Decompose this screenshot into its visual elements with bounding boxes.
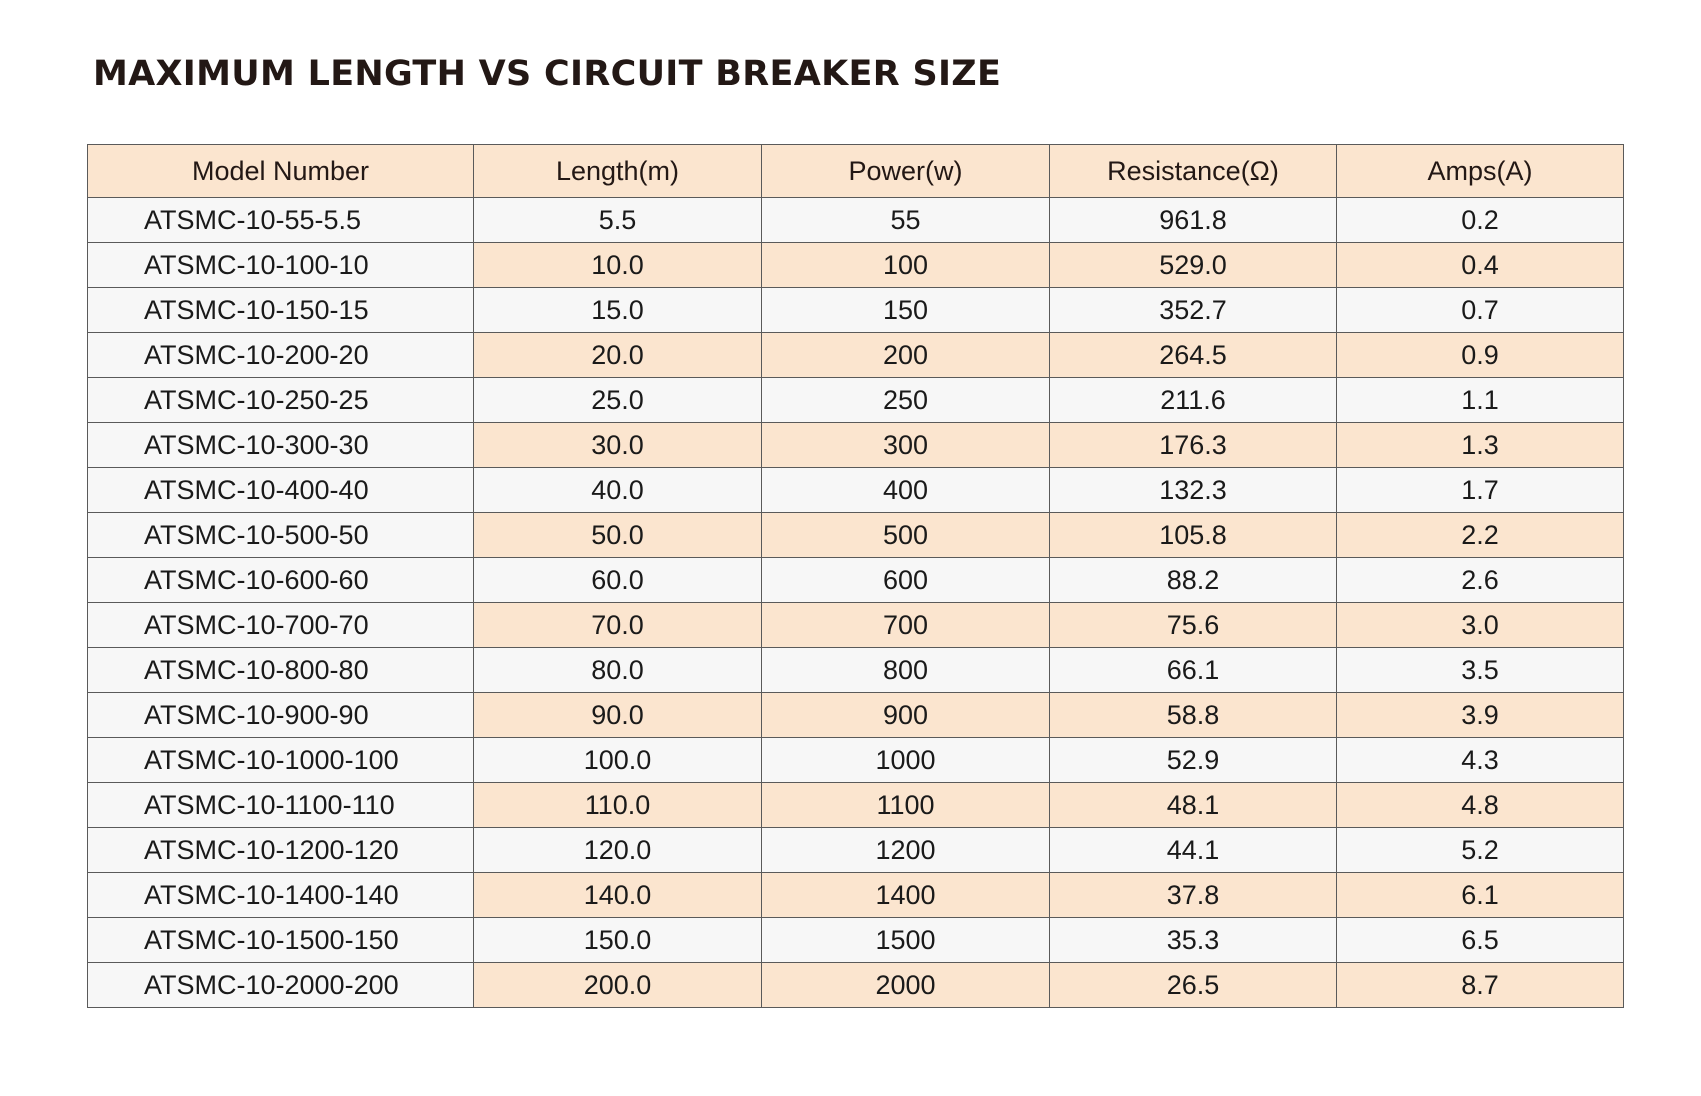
specification-table <box>87 144 1624 1008</box>
length-cell: 80.0 <box>474 648 762 693</box>
column-header-length: Length(m) <box>474 145 762 198</box>
power-cell: 700 <box>762 603 1050 648</box>
power-cell: 500 <box>762 513 1050 558</box>
column-header-resistance: Resistance(Ω) <box>1050 145 1337 198</box>
amps-cell: 3.9 <box>1337 693 1624 738</box>
resistance-cell: 26.5 <box>1050 963 1337 1008</box>
power-cell: 800 <box>762 648 1050 693</box>
table-row <box>88 333 1624 378</box>
resistance-cell: 52.9 <box>1050 738 1337 783</box>
power-cell: 100 <box>762 243 1050 288</box>
power-cell: 1400 <box>762 873 1050 918</box>
power-cell: 900 <box>762 693 1050 738</box>
length-cell: 200.0 <box>474 963 762 1008</box>
amps-cell: 0.2 <box>1337 198 1624 243</box>
amps-cell: 6.5 <box>1337 918 1624 963</box>
length-cell: 90.0 <box>474 693 762 738</box>
amps-cell: 1.1 <box>1337 378 1624 423</box>
table-row <box>88 243 1624 288</box>
length-cell: 100.0 <box>474 738 762 783</box>
amps-cell: 3.0 <box>1337 603 1624 648</box>
amps-cell: 0.7 <box>1337 288 1624 333</box>
resistance-cell: 961.8 <box>1050 198 1337 243</box>
table-row <box>88 513 1624 558</box>
table-row <box>88 783 1624 828</box>
amps-cell: 6.1 <box>1337 873 1624 918</box>
table-row <box>88 648 1624 693</box>
amps-cell: 5.2 <box>1337 828 1624 873</box>
model-number-cell: ATSMC-10-800-80 <box>88 648 474 693</box>
resistance-cell: 529.0 <box>1050 243 1337 288</box>
table-header-row <box>88 145 1624 198</box>
table-row <box>88 198 1624 243</box>
model-number-cell: ATSMC-10-300-30 <box>88 423 474 468</box>
table-row <box>88 918 1624 963</box>
power-cell: 600 <box>762 558 1050 603</box>
resistance-cell: 352.7 <box>1050 288 1337 333</box>
resistance-cell: 37.8 <box>1050 873 1337 918</box>
resistance-cell: 88.2 <box>1050 558 1337 603</box>
resistance-cell: 58.8 <box>1050 693 1337 738</box>
table-row <box>88 693 1624 738</box>
length-cell: 10.0 <box>474 243 762 288</box>
model-number-cell: ATSMC-10-150-15 <box>88 288 474 333</box>
model-number-cell: ATSMC-10-400-40 <box>88 468 474 513</box>
power-cell: 1200 <box>762 828 1050 873</box>
power-cell: 300 <box>762 423 1050 468</box>
table-row <box>88 873 1624 918</box>
amps-cell: 2.6 <box>1337 558 1624 603</box>
power-cell: 250 <box>762 378 1050 423</box>
power-cell: 400 <box>762 468 1050 513</box>
amps-cell: 4.8 <box>1337 783 1624 828</box>
amps-cell: 0.4 <box>1337 243 1624 288</box>
amps-cell: 3.5 <box>1337 648 1624 693</box>
model-number-cell: ATSMC-10-100-10 <box>88 243 474 288</box>
power-cell: 55 <box>762 198 1050 243</box>
table-row <box>88 378 1624 423</box>
table-row <box>88 963 1624 1008</box>
length-cell: 110.0 <box>474 783 762 828</box>
model-number-cell: ATSMC-10-500-50 <box>88 513 474 558</box>
length-cell: 50.0 <box>474 513 762 558</box>
column-header-amps: Amps(A) <box>1337 145 1624 198</box>
length-cell: 30.0 <box>474 423 762 468</box>
model-number-cell: ATSMC-10-900-90 <box>88 693 474 738</box>
amps-cell: 1.7 <box>1337 468 1624 513</box>
length-cell: 70.0 <box>474 603 762 648</box>
table-row <box>88 558 1624 603</box>
resistance-cell: 44.1 <box>1050 828 1337 873</box>
model-number-cell: ATSMC-10-1100-110 <box>88 783 474 828</box>
table-row <box>88 603 1624 648</box>
model-number-cell: ATSMC-10-700-70 <box>88 603 474 648</box>
amps-cell: 4.3 <box>1337 738 1624 783</box>
resistance-cell: 264.5 <box>1050 333 1337 378</box>
amps-cell: 8.7 <box>1337 963 1624 1008</box>
resistance-cell: 75.6 <box>1050 603 1337 648</box>
model-number-cell: ATSMC-10-600-60 <box>88 558 474 603</box>
power-cell: 1100 <box>762 783 1050 828</box>
resistance-cell: 48.1 <box>1050 783 1337 828</box>
power-cell: 150 <box>762 288 1050 333</box>
amps-cell: 2.2 <box>1337 513 1624 558</box>
power-cell: 1000 <box>762 738 1050 783</box>
model-number-cell: ATSMC-10-1500-150 <box>88 918 474 963</box>
model-number-cell: ATSMC-10-1200-120 <box>88 828 474 873</box>
table-row <box>88 468 1624 513</box>
power-cell: 2000 <box>762 963 1050 1008</box>
length-cell: 20.0 <box>474 333 762 378</box>
table-row <box>88 828 1624 873</box>
table-row <box>88 288 1624 333</box>
resistance-cell: 35.3 <box>1050 918 1337 963</box>
resistance-cell: 132.3 <box>1050 468 1337 513</box>
length-cell: 40.0 <box>474 468 762 513</box>
model-number-cell: ATSMC-10-55-5.5 <box>88 198 474 243</box>
page-title: MAXIMUM LENGTH VS CIRCUIT BREAKER SIZE <box>93 54 1002 94</box>
model-number-cell: ATSMC-10-1000-100 <box>88 738 474 783</box>
length-cell: 5.5 <box>474 198 762 243</box>
resistance-cell: 211.6 <box>1050 378 1337 423</box>
resistance-cell: 105.8 <box>1050 513 1337 558</box>
table-body <box>88 198 1624 1008</box>
column-header-model-number: Model Number <box>88 145 474 198</box>
length-cell: 150.0 <box>474 918 762 963</box>
length-cell: 25.0 <box>474 378 762 423</box>
model-number-cell: ATSMC-10-2000-200 <box>88 963 474 1008</box>
amps-cell: 0.9 <box>1337 333 1624 378</box>
table-row <box>88 738 1624 783</box>
model-number-cell: ATSMC-10-200-20 <box>88 333 474 378</box>
model-number-cell: ATSMC-10-250-25 <box>88 378 474 423</box>
length-cell: 140.0 <box>474 873 762 918</box>
model-number-cell: ATSMC-10-1400-140 <box>88 873 474 918</box>
power-cell: 200 <box>762 333 1050 378</box>
length-cell: 15.0 <box>474 288 762 333</box>
power-cell: 1500 <box>762 918 1050 963</box>
resistance-cell: 66.1 <box>1050 648 1337 693</box>
table-row <box>88 423 1624 468</box>
resistance-cell: 176.3 <box>1050 423 1337 468</box>
amps-cell: 1.3 <box>1337 423 1624 468</box>
length-cell: 60.0 <box>474 558 762 603</box>
length-cell: 120.0 <box>474 828 762 873</box>
column-header-power: Power(w) <box>762 145 1050 198</box>
